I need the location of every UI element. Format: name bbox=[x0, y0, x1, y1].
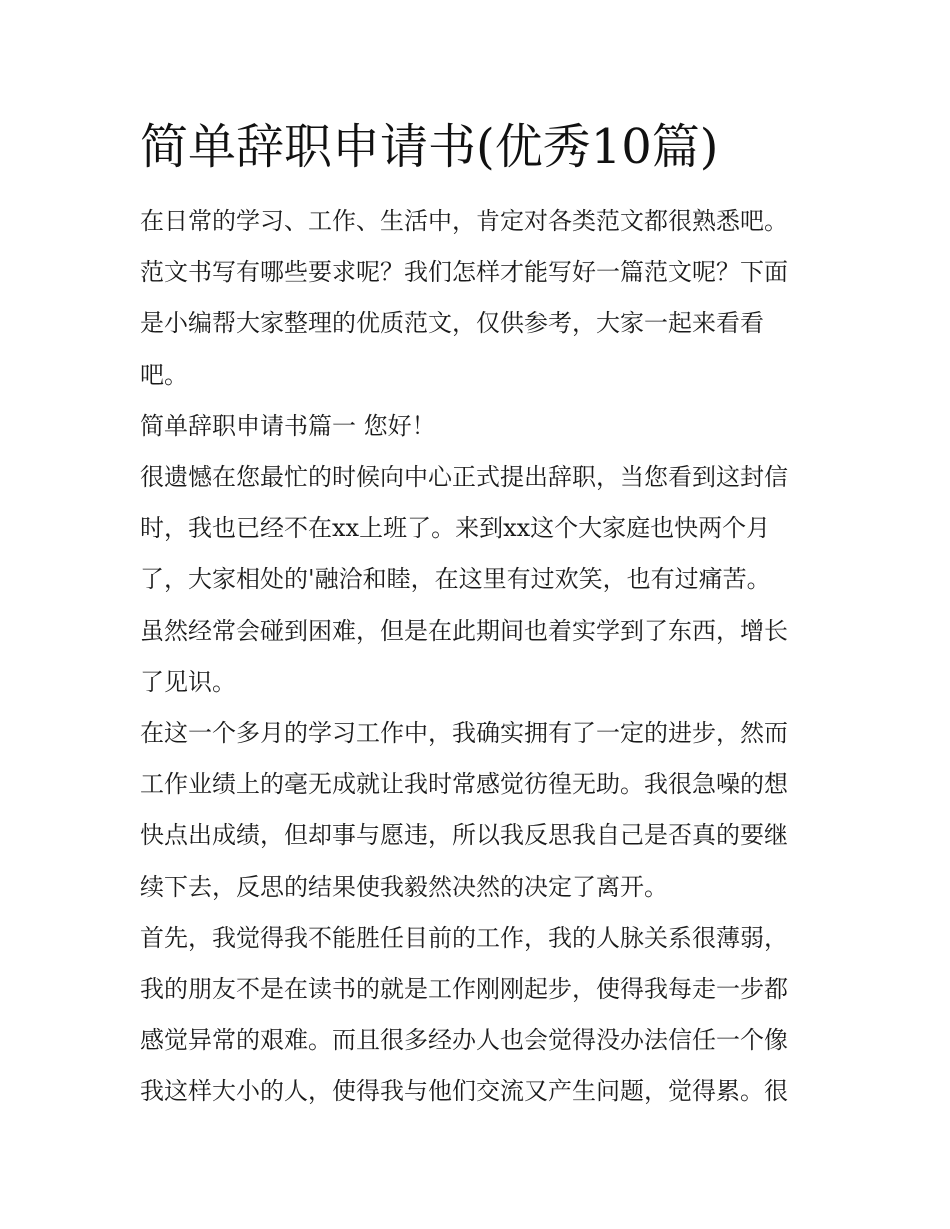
text-line: 感觉异常的艰难。而且很多经办人也会觉得没办法信任一个像 bbox=[140, 1026, 788, 1055]
text-line: 我这样大小的人，使得我与他们交流又产生问题，觉得累。很 bbox=[140, 1077, 788, 1106]
text-line: 了见识。 bbox=[140, 667, 236, 696]
text-line: 吧。 bbox=[140, 360, 188, 389]
paragraph-body bbox=[140, 452, 820, 708]
text-line: 我的朋友不是在读书的就是工作刚刚起步，使得我每走一步都 bbox=[140, 975, 788, 1004]
text-line: 虽然经常会碰到困难，但是在此期间也着实学到了东西，增长 bbox=[140, 616, 788, 645]
text-line: 快点出成绩，但却事与愿违，所以我反思我自己是否真的要继 bbox=[140, 821, 788, 850]
document-body bbox=[140, 196, 820, 1118]
text-line: 时，我也已经不在xx上班了。来到xx这个大家庭也快两个月 bbox=[140, 514, 771, 543]
paragraph-intro bbox=[140, 196, 820, 401]
text-line: 简单辞职申请书篇一 您好！ bbox=[140, 411, 436, 440]
text-line: 首先，我觉得我不能胜任目前的工作，我的人脉关系很薄弱， bbox=[140, 923, 788, 952]
text-line: 很遗憾在您最忙的时候向中心正式提出辞职，当您看到这封信 bbox=[140, 463, 788, 492]
paragraph-section-heading bbox=[140, 401, 820, 452]
text-line: 工作业绩上的毫无成就让我时常感觉彷徨无助。我很急噪的想 bbox=[140, 770, 788, 799]
text-line: 在这一个多月的学习工作中，我确实拥有了一定的进步，然而 bbox=[140, 719, 788, 748]
text-line: 范文书写有哪些要求呢？我们怎样才能写好一篇范文呢？下面 bbox=[140, 258, 788, 287]
document-title: 简单辞职申请书(优秀10篇) bbox=[140, 119, 719, 175]
text-line: 在日常的学习、工作、生活中，肯定对各类范文都很熟悉吧。 bbox=[140, 207, 788, 235]
paragraph-body bbox=[140, 708, 820, 913]
text-line: 续下去，反思的结果使我毅然决然的决定了离开。 bbox=[140, 872, 668, 901]
text-line: 是小编帮大家整理的优质范文，仅供参考，大家一起来看看 bbox=[140, 309, 764, 338]
paragraph-body bbox=[140, 913, 820, 1118]
text-line: 了，大家相处的'融洽和睦，在这里有过欢笑，也有过痛苦。 bbox=[140, 565, 771, 594]
